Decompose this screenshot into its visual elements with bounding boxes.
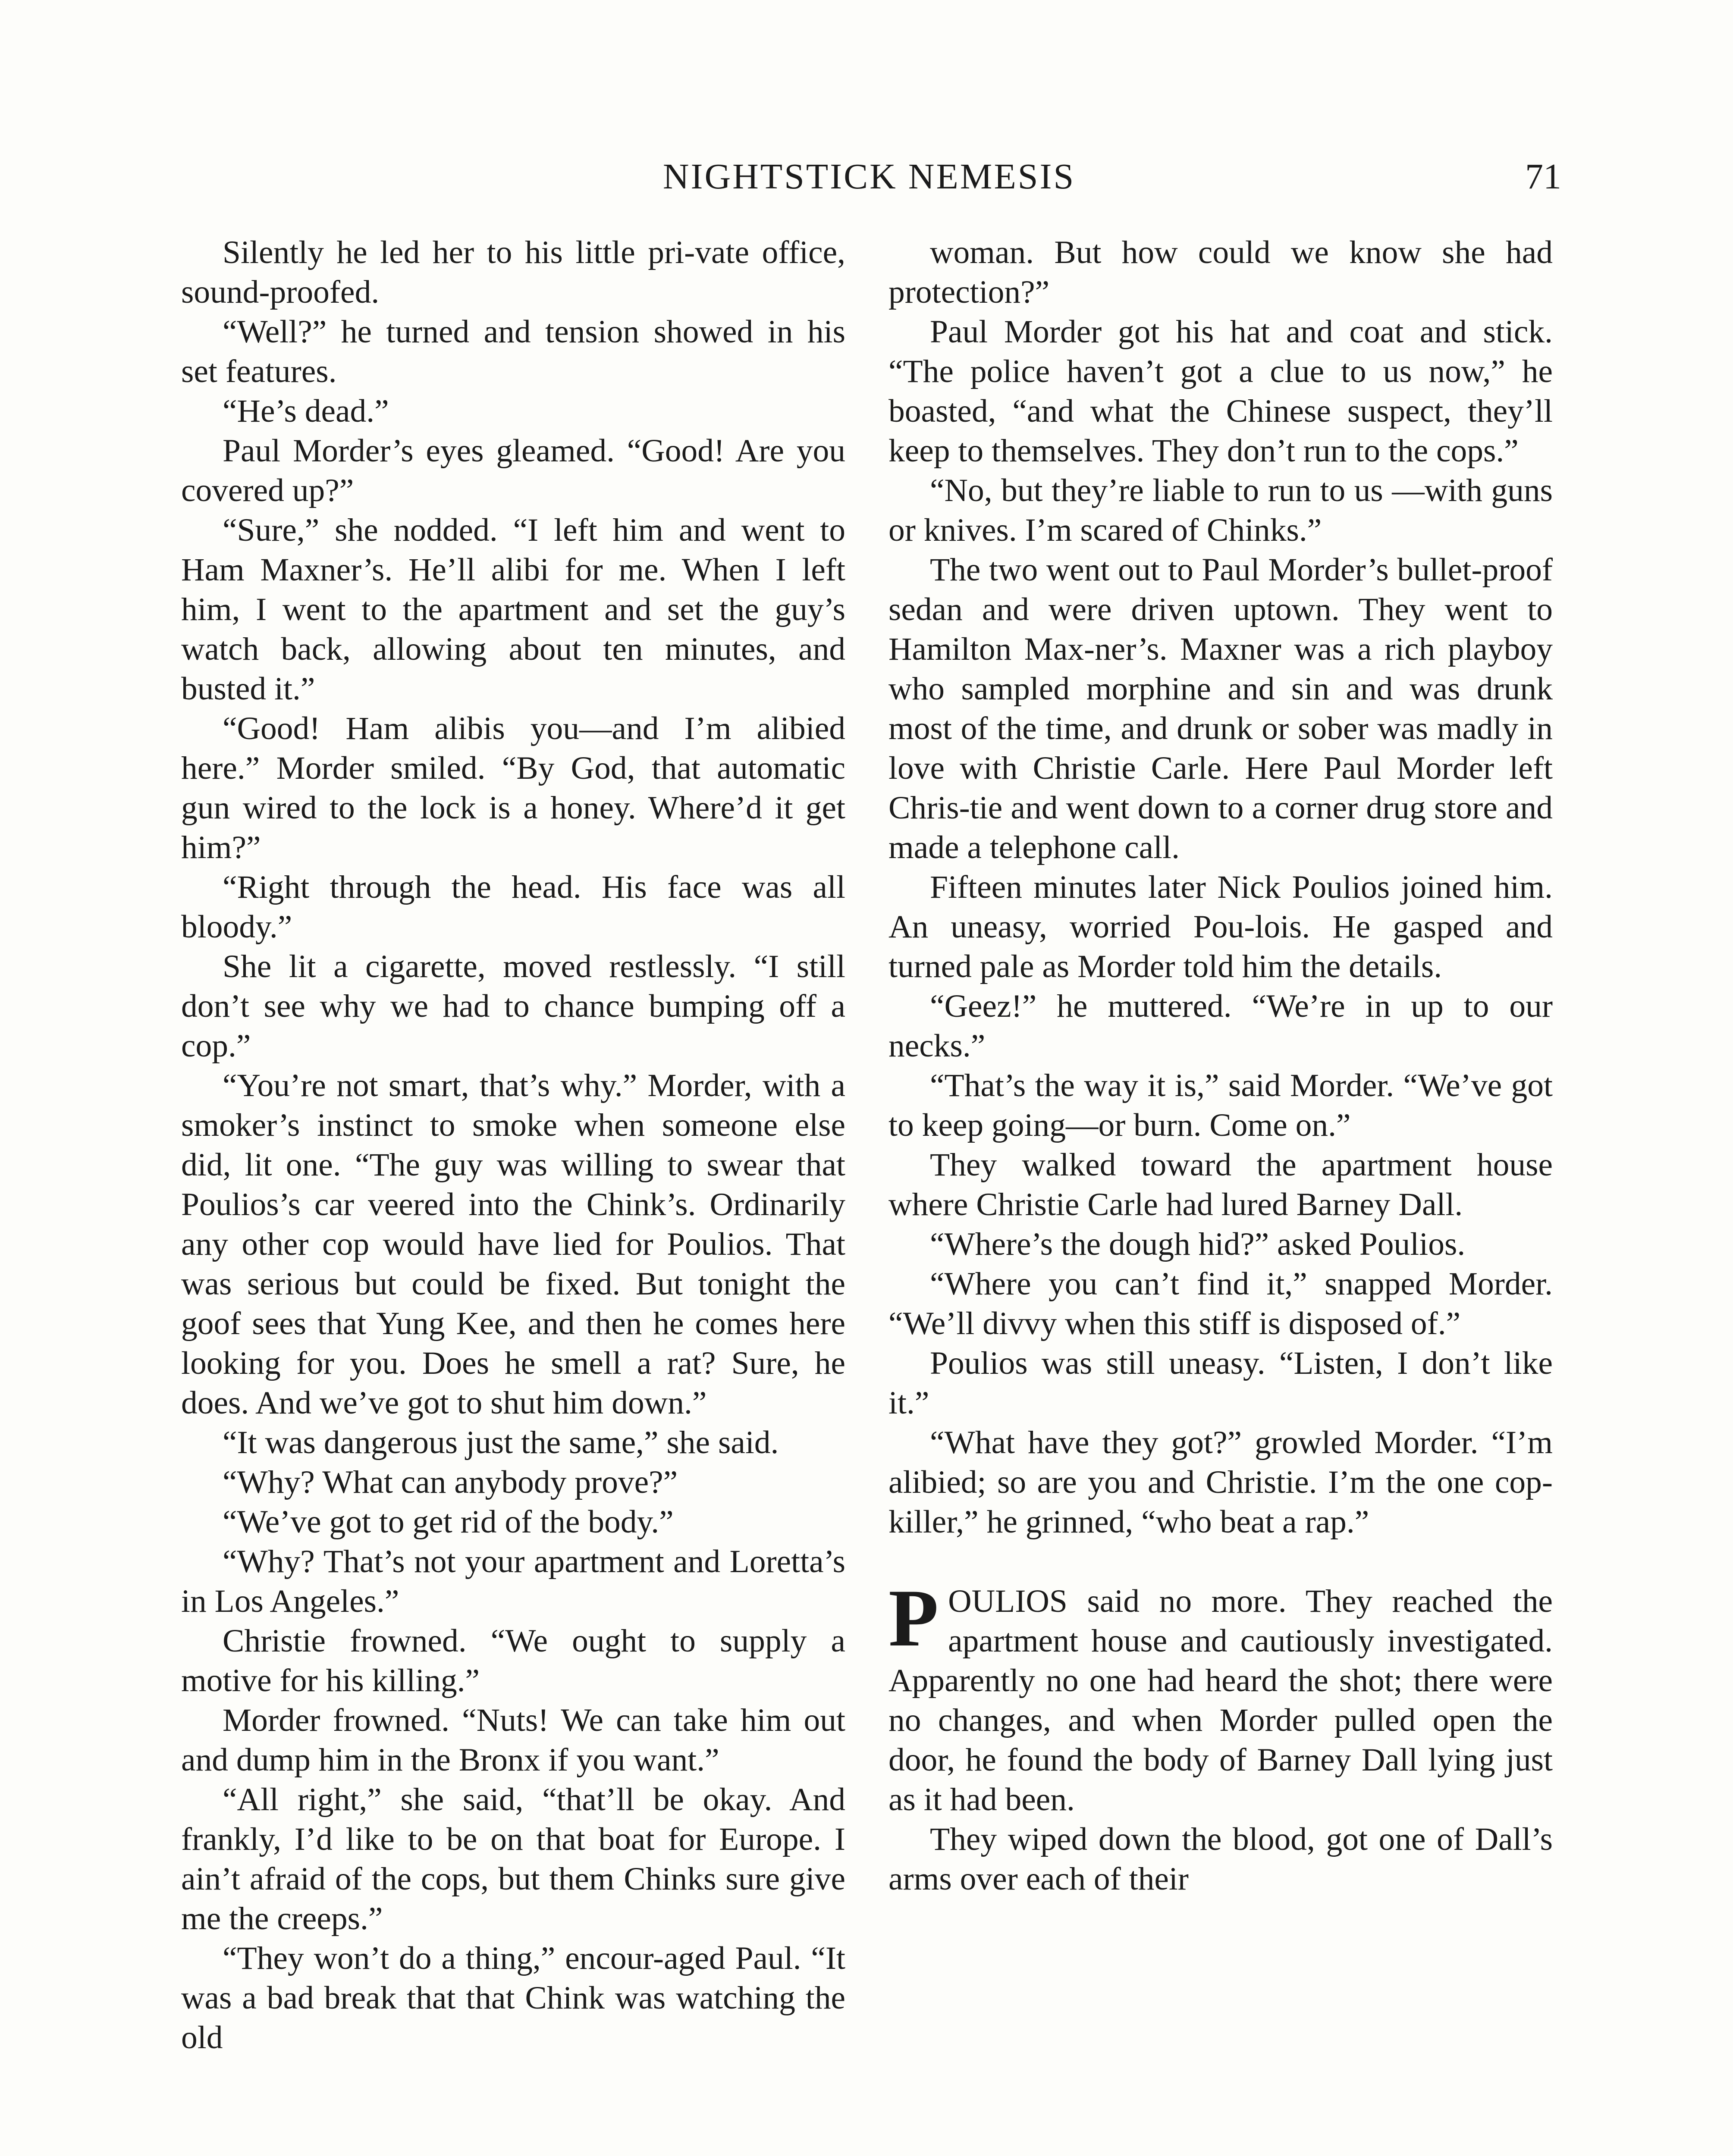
left-column	[181, 233, 845, 2156]
paragraph: Morder frowned. “Nuts! We can take him out and dump him in the Bronx if you want.”	[181, 1702, 845, 1778]
paragraph: “It was dangerous just the same,” she said.	[223, 1425, 779, 1460]
paragraph: “Why? That’s not your apartment and Loretta’s in Los Angeles.”	[181, 1544, 845, 1619]
paragraph: “You’re not smart, that’s why.” Morder, with a smoker’s instinct to smoke when someone else did, lit one. “The guy was willing to swear that Poulios’s car veered into the Chink’s. Ordinarily any other cop would have lied for Poulios. That was serious but could be fixed. But tonight the goof sees that Yung Kee, and then he comes here looking for you. Does he smell a rat? Sure, he does. And we’ve got to shut him down.”	[181, 1068, 845, 1421]
section-lead-paragraph	[888, 1573, 1553, 1820]
paragraph: “Right through the head. His face was all bloody.”	[181, 869, 845, 945]
paragraph: Christie frowned. “We ought to supply a motive for his killing.”	[181, 1623, 845, 1698]
paragraph: Fifteen minutes later Nick Poulios joined him. An uneasy, worried Pou-lois. He gasped and turned pale as Morder told him the details.	[888, 869, 1553, 984]
paragraph: Paul Morder got his hat and coat and stick. “The police haven’t got a clue to us now,” he boasted, “and what the Chinese suspect, they’ll keep to themselves. They don’t run to the cops.”	[888, 314, 1553, 469]
paragraph: They wiped down the blood, got one of Dall’s arms over each of their	[888, 1821, 1553, 1897]
paragraph: Paul Morder’s eyes gleamed. “Good! Are you covered up?”	[181, 433, 845, 508]
paragraph: “No, but they’re liable to run to us —with guns or knives. I’m scared of Chinks.”	[888, 473, 1553, 548]
paragraph: “Geez!” he muttered. “We’re in up to our necks.”	[888, 988, 1553, 1064]
paragraph: woman. But how could we know she had protection?”	[888, 235, 1553, 310]
paragraph: “Sure,” she nodded. “I left him and went to Ham Maxner’s. He’ll alibi for me. When I left him, I went to the apartment and set the guy’s watch back, allowing about ten minutes, and busted it.”	[181, 512, 845, 707]
paragraph: “Where you can’t find it,” snapped Morder. “We’ll divvy when this stiff is disposed of.”	[888, 1266, 1553, 1341]
paragraph: “Good! Ham alibis you—and I’m alibied here.” Morder smiled. “By God, that automatic gun wired to the lock is a honey. Where’d it get him?”	[181, 711, 845, 865]
running-title: NIGHTSTICK NEMESIS	[662, 157, 1076, 197]
paragraph: “They won’t do a thing,” encour-aged Paul. “It was a bad break that that Chink was watching the old	[181, 1940, 845, 2056]
page-header	[177, 151, 1561, 203]
section-break	[888, 1542, 1553, 1582]
paragraph: “Why? What can anybody prove?”	[223, 1464, 678, 1500]
paragraph: Poulios was still uneasy. “Listen, I don’t like it.”	[888, 1345, 1553, 1421]
paragraph: “All right,” she said, “that’ll be okay. And frankly, I’d like to be on that boat for Europe. I ain’t afraid of the cops, but them Chinks sure give me the creeps.”	[181, 1782, 845, 1937]
paragraph: “Where’s the dough hid?” asked Poulios.	[930, 1226, 1466, 1262]
paragraph: They walked toward the apartment house where Christie Carle had lured Barney Dall.	[888, 1147, 1553, 1222]
page-number: 71	[1525, 157, 1561, 197]
drop-cap: P	[888, 1573, 939, 1664]
paragraph: Silently he led her to his little pri-vate office, sound-proofed.	[181, 235, 845, 310]
paragraph: “We’ve got to get rid of the body.”	[223, 1504, 674, 1540]
lead-word: OULIOS	[948, 1583, 1067, 1619]
paragraph: “He’s dead.”	[223, 393, 389, 429]
paragraph: “That’s the way it is,” said Morder. “We’ve got to keep going—or burn. Come on.”	[888, 1068, 1553, 1143]
right-column	[888, 233, 1553, 2156]
paragraph: “What have they got?” growled Morder. “I’m alibied; so are you and Christie. I’m the one cop-killer,” he grinned, “who beat a rap.”	[888, 1425, 1553, 1540]
paragraph: The two went out to Paul Morder’s bullet-proof sedan and were driven uptown. They went to Hamilton Max-ner’s. Maxner was a rich playboy who sampled morphine and sin and was drunk most of the time, and drunk or sober was madly in love with Christie Carle. Here Paul Morder left Chris-tie and went down to a corner drug store and made a telephone call.	[888, 552, 1553, 865]
lead-text: said no more. They reached the apartment house and cautiously investigated. Apparently no one had heard the shot; there were no changes, and when Morder pulled open the door, he found the body of Barney Dall lying just as it had been.	[888, 1583, 1553, 1818]
paragraph: “Well?” he turned and tension showed in his set features.	[181, 314, 845, 389]
paragraph: She lit a cigarette, moved restlessly. “I still don’t see why we had to chance bumping off a cop.”	[181, 949, 845, 1064]
text-columns	[181, 233, 1553, 2156]
